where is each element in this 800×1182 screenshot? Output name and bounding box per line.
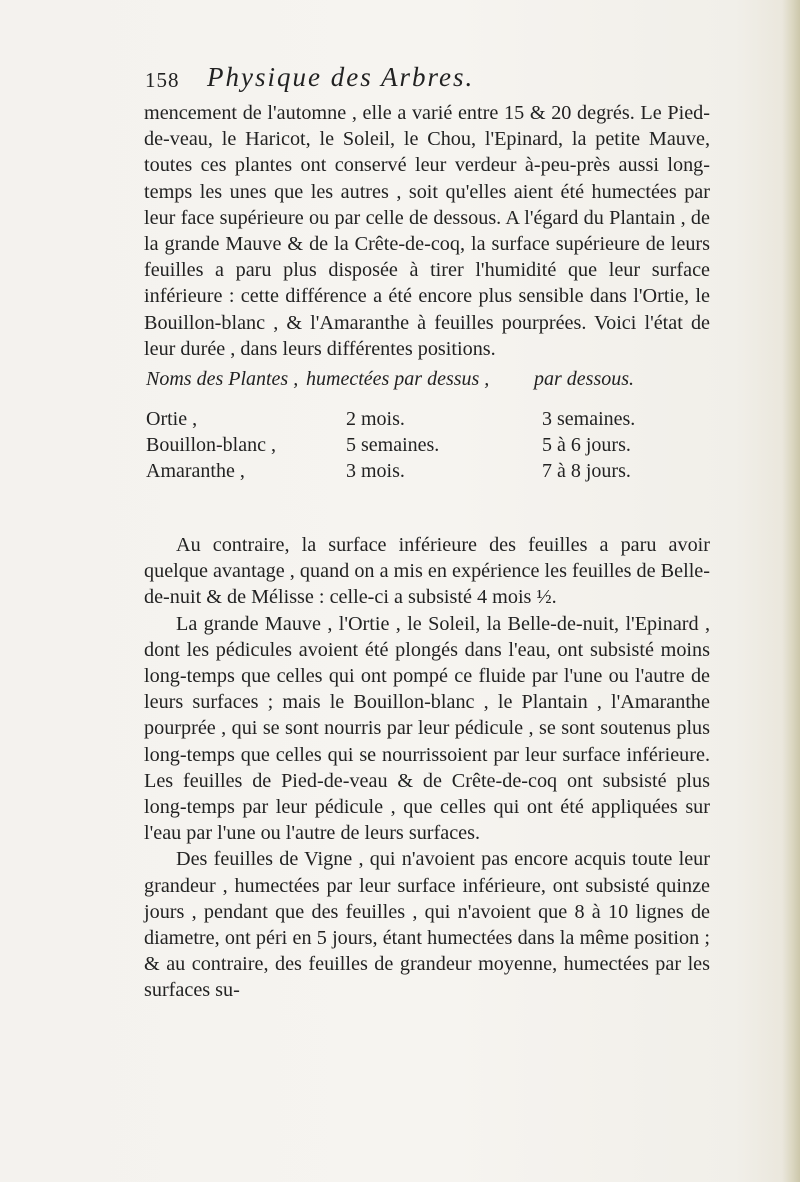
table-row	[146, 408, 708, 434]
page-header	[145, 60, 705, 100]
running-title: Physique des Arbres.	[207, 62, 475, 92]
paragraph-block-bottom	[144, 532, 710, 1004]
table-cell: Amaranthe ,	[146, 460, 245, 482]
page-number: 158	[145, 68, 180, 92]
table-cell: 5 à 6 jours.	[542, 434, 631, 456]
paragraph-block-top	[144, 100, 710, 362]
plant-duration-table	[146, 368, 708, 486]
table-cell: Bouillon-blanc ,	[146, 434, 276, 456]
table-header-cell: Noms des Plantes ,	[146, 368, 299, 390]
table-row	[146, 460, 708, 486]
table-header-row	[146, 368, 708, 408]
table-cell: 3 mois.	[346, 460, 405, 482]
table-cell: Ortie ,	[146, 408, 198, 430]
table-cell: 5 semaines.	[346, 434, 440, 456]
table-cell: 3 semaines.	[542, 408, 636, 430]
table-row	[146, 434, 708, 460]
paragraph: Au contraire, la surface inférieure des feuilles a paru avoir quelque avantage , quand on a mis en expérience les feuilles de Belle-de-nuit & de Mélisse : celle-ci a subsisté 4 mois ½.	[144, 534, 710, 609]
paragraph: mencement de l'automne , elle a varié entre 15 & 20 degrés. Le Pied-de-veau, le Haricot, le Soleil, le Chou, l'Epinard, la petite Mauve, toutes ces plantes ont conservé leur verdeur à-peu-près aussi long-temps les unes que les autres , soit qu'elles aient été humectées par leur face supérieure ou par celle de dessous. A l'égard du Plantain , de la grande Mauve & de la Crête-de-coq, la surface supérieure de leurs feuilles a paru plus disposée à tirer l'humidité que leur surface inférieure : cette différence a été encore plus sensible dans l'Ortie, le Bouillon-blanc , & l'Amaranthe à feuilles pourprées. Voici l'état de leur durée , dans leurs différentes positions.	[144, 102, 710, 360]
paragraph: La grande Mauve , l'Ortie , le Soleil, la Belle-de-nuit, l'Epinard , dont les pédicules avoient été plongés dans l'eau, ont subsisté moins long-temps que celles qui ont pompé ce fluide par l'une ou l'autre de leurs surfaces ; mais le Bouillon-blanc , le Plantain , l'Amaranthe pourprée , qui se sont nourris par leur pédicule , se sont soutenus plus long-temps que celles qui se nourrissoient par leur surface inférieure. Les feuilles de Pied-de-veau & de Crête-de-coq ont subsisté plus long-temps par leur pédicule , que celles qui ont été appliquées sur l'eau par l'une ou l'autre de leurs surfaces.	[144, 612, 710, 845]
table-cell: 7 à 8 jours.	[542, 460, 631, 482]
page-edge-shadow	[782, 0, 800, 1182]
table-header-cell: humectées par dessus ,	[306, 368, 490, 390]
table-header-cell: par dessous.	[534, 368, 635, 390]
paragraph: Des feuilles de Vigne , qui n'avoient pas encore acquis toute leur grandeur , humectées par leur surface inférieure, ont subsisté quinze jours , pendant que des feuilles , qui n'avoient que 8 à 10 lignes de diametre, ont péri en 5 jours, étant humectées dans la même position ; & au contraire, des feuilles de grandeur moyenne, humectées par les surfaces su-	[144, 848, 710, 1002]
table-cell: 2 mois.	[346, 408, 405, 430]
